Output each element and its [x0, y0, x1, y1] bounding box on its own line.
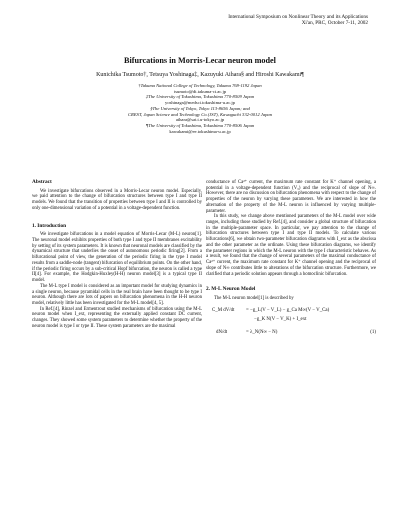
email-4: kawakami@ee.tokushima-u.ac.jp [169, 128, 231, 134]
abstract-heading: Abstract [32, 179, 52, 185]
equation-number: (1) [370, 329, 376, 335]
affiliations [0, 83, 400, 134]
affiliation-1: †Takuma National College of Technology, Takuma 769-1192 Japan [138, 83, 262, 88]
equation-1-rhs-b: −g_K N(V − V_K) + I_ext [254, 316, 307, 322]
model-intro: The M-L neuron model[1] is described by [214, 295, 294, 301]
equation-1-rhs-a: = −g_L(V − V_L) − g_Ca M∞(V − V_Ca) [246, 307, 330, 313]
intro-paragraph-2: The M-L type I model is considered as an important model for studying dynamics in a single neuron, because pyramidal cells in the real brain have been thought to be type I neuron. Although there are lots of papers on bifurcation phenomena in the H-H neuron model, relatively little has been investigated for the M-L model[4, 5]. [32, 283, 202, 306]
email-2: yoshinaga@medsci.tokushima-u.ac.jp [165, 100, 235, 106]
email-1: tsumoto@dt.takuma-ct.ac.jp [173, 88, 227, 94]
left-column [32, 180, 202, 330]
right-paragraph-2: In this study, we change above mentioned parameters of the M-L model over wide ranges, including those studied by Ref.[4], and consider a global structure of bifurcation in the multiple-parameter space. In particular, we pay attention to the change of bifurcation structures between type I and type II models. To calculate various bifurcations[6], we obtain two-parameter bifurcation diagrams with I_ext as the abscissa and the other parameter as the ordinate. Using these bifurcation diagrams, we identify the parameter regions in which the M-L neuron with the type I characteristic behaves. As a result, we found that the change of several parameters of the maximal conductance of Ca²⁺ current, the maximum rate constant for K⁺ channel opening and the reciprocal of slope of N∞ contributes little to alterations of the bifurcation structure. Furthermore, we clarified that a periodic solution appears through a homoclinic bifurcation. [206, 214, 376, 277]
conference-header [228, 14, 368, 27]
affiliation-3: §The University of Tokyo, Tokyo 113-8656 Japan; and [150, 105, 250, 111]
affiliation-4: CREST, Japan Science and Technology Co.(JST), Kawaguchi 332-0012 Japan [127, 111, 273, 117]
conference-location: Xi'an, PRC, October 7-11, 2002 [301, 20, 368, 27]
email-3: aihara@sat.t.u-tokyo.ac.jp [175, 117, 225, 123]
abstract-text: We investigate bifurcations observed in a Morris-Lecar neuron model. Especially, we paid attention to the change of bifurcation structures between type I and type II models. We found that the transition of properties between type I and II is controlled by only one-dimensional variation of a potential in a voltage-dependent function. [32, 188, 202, 211]
right-column [206, 180, 376, 346]
model-equations [206, 306, 376, 346]
intro-paragraph-3: In Ref.[4], Rinzel and Ermentrout studied mechanisms of bifurcation using the M-L neuron model when I_ext, representing the externally applied constant DC current, changes. They showed some system parameters to determine whether the property of the neuron model is type I or type II. These system parameters are the maximal [32, 306, 202, 329]
affiliation-2: ‡The University of Tokushima, Tokushima 770-8509 Japan [145, 94, 255, 100]
equation-2-lhs: dN/dt [216, 329, 228, 335]
equation-1-lhs: C_M dV/dt [212, 307, 235, 313]
conference-name: International Symposium on Nonlinear Theory and its Applications [228, 14, 368, 20]
equation-2-rhs: = λ_N(N∞ − N) [246, 329, 278, 335]
intro-heading: 1. Introduction [32, 222, 67, 229]
paper-title: Bifurcations in Morris-Lecar neuron model [124, 56, 276, 65]
author-list: Kunichika Tsumoto†, Tetsuya Yoshinaga‡, Kazuyuki Aihara§ and Hiroshi Kawakami¶ [96, 72, 304, 78]
model-heading: 2. M-L Neuron Model [206, 286, 256, 293]
right-paragraph-1: conductance of Ca²⁺ current, the maximum rate constant for K⁺ channel opening, a potential in a voltage-dependent function (V₃) and the reciprocal of slope of N∞. However, there are no discussion on bifurcation phenomena with respect to the change of properties of the neuron by varying these parameters. We are interested in how the alternation of the property of the M-L neuron is influenced by varying multiple-parameter. [206, 180, 376, 214]
affiliation-5: ¶The University of Tokushima, Tokushima 770-8506 Japan [145, 122, 255, 128]
intro-paragraph-1: We investigate bifurcations in a model equation of Morris-Lecar (M-L) neuron[1]. The neuronal model exhibits properties of both type I and type II membranes excitability by setting of its system parameters. It is known that neuronal models are classified by the dynamical structure that underlies the onset of autonomous periodic firing[2]. From a bifurcational point of view, the generation of the periodic firing in the type I model results from a saddle-node (tangent) bifurcation of equilibrium points. On the other hand, if the periodic firing occurs by a sub-critical Hopf bifurcation, the neuron is called a type II[4]. For example, the Hodgkin-Huxley(H-H) neuron model[3] is a typical type II model. [32, 232, 202, 284]
